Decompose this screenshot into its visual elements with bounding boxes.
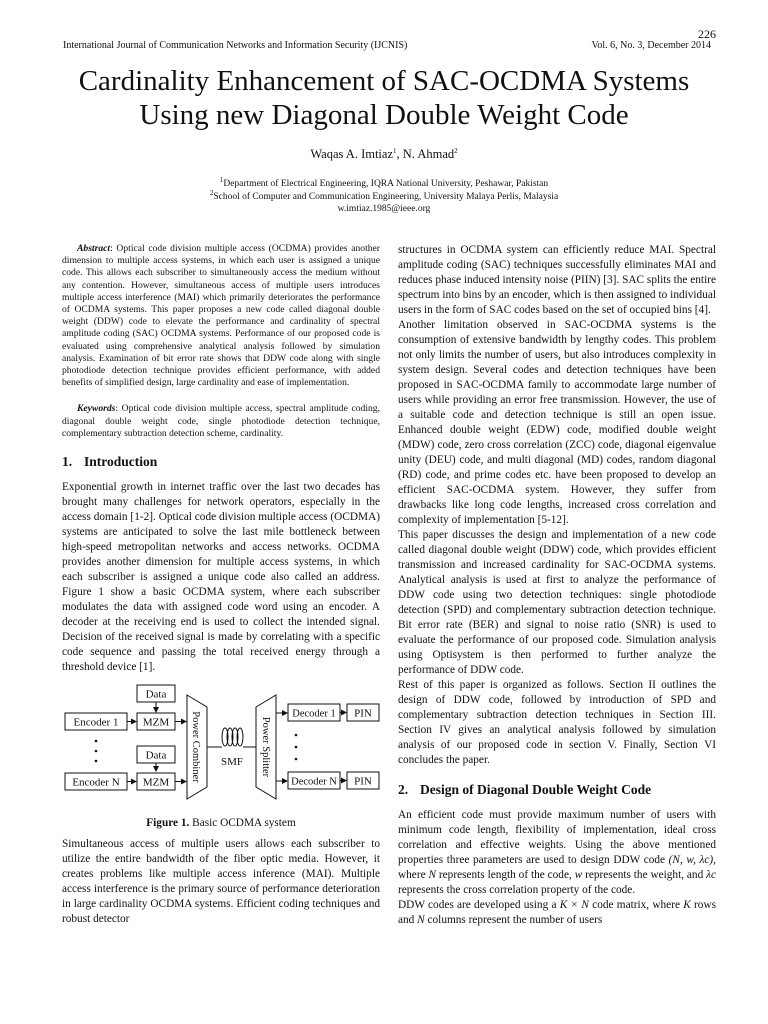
title-line-1: Cardinality Enhancement of SAC-OCDMA Systems <box>78 65 690 97</box>
pin-label-top: PIN <box>354 707 372 720</box>
ellipsis-dots-right <box>295 734 298 761</box>
authors <box>0 147 768 162</box>
page-number: 226 <box>698 27 716 41</box>
running-header <box>63 40 711 51</box>
affiliations <box>0 175 768 216</box>
mzm-label-bottom: MZM <box>142 776 170 789</box>
s2p1-text-e: represents the cross correlation property of the code. <box>398 884 636 896</box>
author-2: N. Ahmad <box>402 147 455 161</box>
s2p2-text-c: rows and <box>398 899 717 926</box>
encoder-1-label: Encoder 1 <box>73 716 119 729</box>
intro-paragraph-4: Another limitation observed in SAC-OCDMA systems is the consumption of extensive bandwidth by lengthy codes. This problem not only limits the number of users, but also introduces complexity in system design. Several codes and detection techniques have been proposed in SAC-OCDMA family to accommodate large number of users while providing an error free transmission. However, the use of a suitable code and detection technique is still an open issue. Enhanced double weight (EDW) code, modified double weight (MDW) code, zero cross correlation (ZCC) code, diagonal eigenvalue unity (DEU) code, and multi diagonal (MD) codes, random diagonal (RD) code, and prime codes etc. have been proposed to develop an efficient SAC-OCDMA system. However, they suffer from drawbacks like long code lengths, increased cross correlation and complexity of implementation [5-12]. <box>398 319 716 526</box>
section-2-number: 2. <box>398 782 409 797</box>
figure-1-caption-label: Figure 1. <box>146 817 190 830</box>
data-label-bottom: Data <box>145 749 167 762</box>
decoder-1-label: Decoder 1 <box>292 708 336 720</box>
affiliation-2-sup: 2 <box>209 188 214 197</box>
symbol-w: w <box>574 869 583 881</box>
symbol-lambda: λc <box>706 869 717 881</box>
ellipsis-dots-left <box>95 740 98 763</box>
symbol-k: K <box>683 899 691 911</box>
journal-name: International Journal of Communication Networks and Information Security (IJCNIS) <box>63 40 408 51</box>
s2p2-text-a: DDW codes are developed using a <box>398 899 560 911</box>
s2p2-text-d: columns represent the number of users <box>424 914 603 926</box>
section-1-heading <box>62 454 380 470</box>
keywords-label: Keywords <box>77 403 116 415</box>
author-1: Waqas A. Imtiaz <box>310 147 393 161</box>
title-line-2: Using new Diagonal Double Weight Code <box>139 99 629 131</box>
affiliation-1 <box>0 175 768 191</box>
symbol-n-2: N <box>417 914 425 926</box>
section-2-heading <box>398 782 716 798</box>
s2p1-text-b: , where <box>398 854 716 881</box>
intro-paragraph-6: Rest of this paper is organized as follows. Section II outlines the design of DDW code, followed by introduction of SPD and complementary subtraction detection techniques in Section III. Section IV gives an analytical analysis followed by simulation analysis of our proposed code in section V. Finally, Section VI concludes the paper. <box>398 679 716 766</box>
intro-paragraph-5: This paper discusses the design and implementation of a new code called diagonal double weight (DDW) code, which provides efficient transmission and increased cardinality for SAC-OCDMA systems. Analytical analysis is used at first to analyze the performance of DDW code using two detection techniques: single photodiode detection (SPD) and complementary subtraction detection technique. Bit error rate (BER) and signal to noise ratio (SNR) is used to evaluate the performance of our proposed code. Simulation analysis using Optisystem is then performed to further analyze the performance of DDW code. <box>398 529 716 676</box>
encoder-n-label: Encoder N <box>72 776 120 789</box>
figure-1-diagram <box>62 685 380 810</box>
s2p1-text-a: An efficient code must provide maximum number of users with minimum code length, flexibility of implementation, ideal cross correlation and effective weights. Using the above mentioned properties three parameters are used to design DDW code <box>398 809 716 866</box>
s2p1-text-c: represents length of the code, <box>436 869 575 881</box>
affiliation-1-text: Department of Electrical Engineering, IQRA National University, Peshawar, Pakistan <box>223 179 549 189</box>
keywords-text: : Optical code division multiple access, spectral amplitude coding, diagonal double weight code, single photodiode detection technique, complementary subtraction detection scheme, cardinality. <box>62 403 380 439</box>
smf-label: SMF <box>220 756 244 769</box>
intro-paragraph-3: structures in OCDMA system can efficiently reduce MAI. Spectral amplitude coding (SAC) techniques successfully eliminates MAI and reduces phase induced intensity noise (PIIN) [3]. SAC splits the entire spectrum into bins by an encoder, which is then assigned to individual users in the form of SAC codes based on the set of occupied bins [4]. <box>398 244 716 316</box>
paper-title <box>40 64 728 132</box>
symbol-n: N <box>428 869 437 881</box>
section-2-paragraph-2 <box>398 898 716 928</box>
data-label-top: Data <box>145 688 167 701</box>
s2p2-text-b: code matrix, where <box>588 899 684 911</box>
section-1-title: Introduction <box>84 454 158 470</box>
abstract-text: : Optical code division multiple access (OCDMA) provides another dimension to multiple access systems, in which each user is assigned a unique code. This allows each subscriber to simultaneously access the medium without any contention. However, simultaneous access of multiple users introduces multiple access interference (MAI) which primarily deteriorates the performance of OCDMA systems. This paper proposes a new code called diagonal double weight (DDW) code to elevate the performance and cardinality of spectral amplitude coding (SAC) OCDMA systems. Performance of our proposed code is evaluated using comprehensive analytical analysis followed by simulation analysis. Examination of bit error rate shows that DDW code along with single photodiode detection technique provides efficient performance, with added benefits of simplified design, large cardinality and ease of implementation. <box>62 243 380 389</box>
abstract <box>62 243 380 389</box>
right-column <box>398 243 716 928</box>
affiliation-2-text: School of Computer and Communication Engineering, University Malaya Perlis, Malaysia <box>213 191 559 202</box>
pin-label-bottom: PIN <box>354 775 372 788</box>
s2p1-text-d: represents the weight, and <box>582 869 707 881</box>
figure-1-caption <box>62 817 380 829</box>
power-combiner-label: Power Combiner <box>190 711 201 783</box>
matrix-size: K × N <box>559 899 589 911</box>
section-1-number: 1. <box>62 454 73 470</box>
affiliation-1-sup: 1 <box>219 175 224 184</box>
intro-paragraph-1: Exponential growth in internet traffic over the last two decades has brought many challenges for network operators, especially in the access domain [1-2]. Optical code division multiple access (OCDMA) systems are anticipated to solve the last mile bottleneck between high-speed metropolitan networks and access networks. OCDMA provides another dimension for multiple access systems, in which each subscriber is assigned a unique code also called an address. Figure 1 show a basic OCDMA system, where each subscriber modulates the data with assigned code word using an encoder. A decoder at the receiving end is used to collect the intended signal. Decision of the received signal is made by correlating with a specific code sequence and passing the total received energy through a threshold device [1]. <box>62 481 380 674</box>
power-splitter-label: Power Splitter <box>260 716 271 778</box>
figure-1-caption-text: Basic OCDMA system <box>189 817 296 830</box>
left-column <box>62 243 380 927</box>
author-1-sup: 1 <box>393 146 397 155</box>
intro-paragraph-2: Simultaneous access of multiple users allows each subscriber to utilize the entire bandwidth of the fiber optic media. However, it creates problems like multiple access inference (MAI). Multiple access interference is the primary source of performance deterioration in large cardinality OCDMA systems. Efficient coding techniques and robust detector <box>62 838 380 926</box>
section-2-title: Design of Diagonal Double Weight Code <box>420 782 652 797</box>
keywords <box>62 403 380 440</box>
decoder-n-label: Decoder N <box>291 776 337 788</box>
code-tuple: (N, w, λc) <box>668 854 714 866</box>
journal-volume: Vol. 6, No. 3, December 2014 <box>591 40 711 51</box>
author-separator: , <box>396 147 403 161</box>
abstract-label: Abstract <box>77 243 111 254</box>
mzm-label-top: MZM <box>142 716 170 729</box>
author-2-sup: 2 <box>454 146 458 155</box>
section-2-paragraph-1 <box>398 808 716 898</box>
affiliation-2 <box>0 188 768 204</box>
author-email: w.imtiaz.1985@ieee.org <box>337 204 431 214</box>
smf-fiber-coil <box>207 728 256 747</box>
